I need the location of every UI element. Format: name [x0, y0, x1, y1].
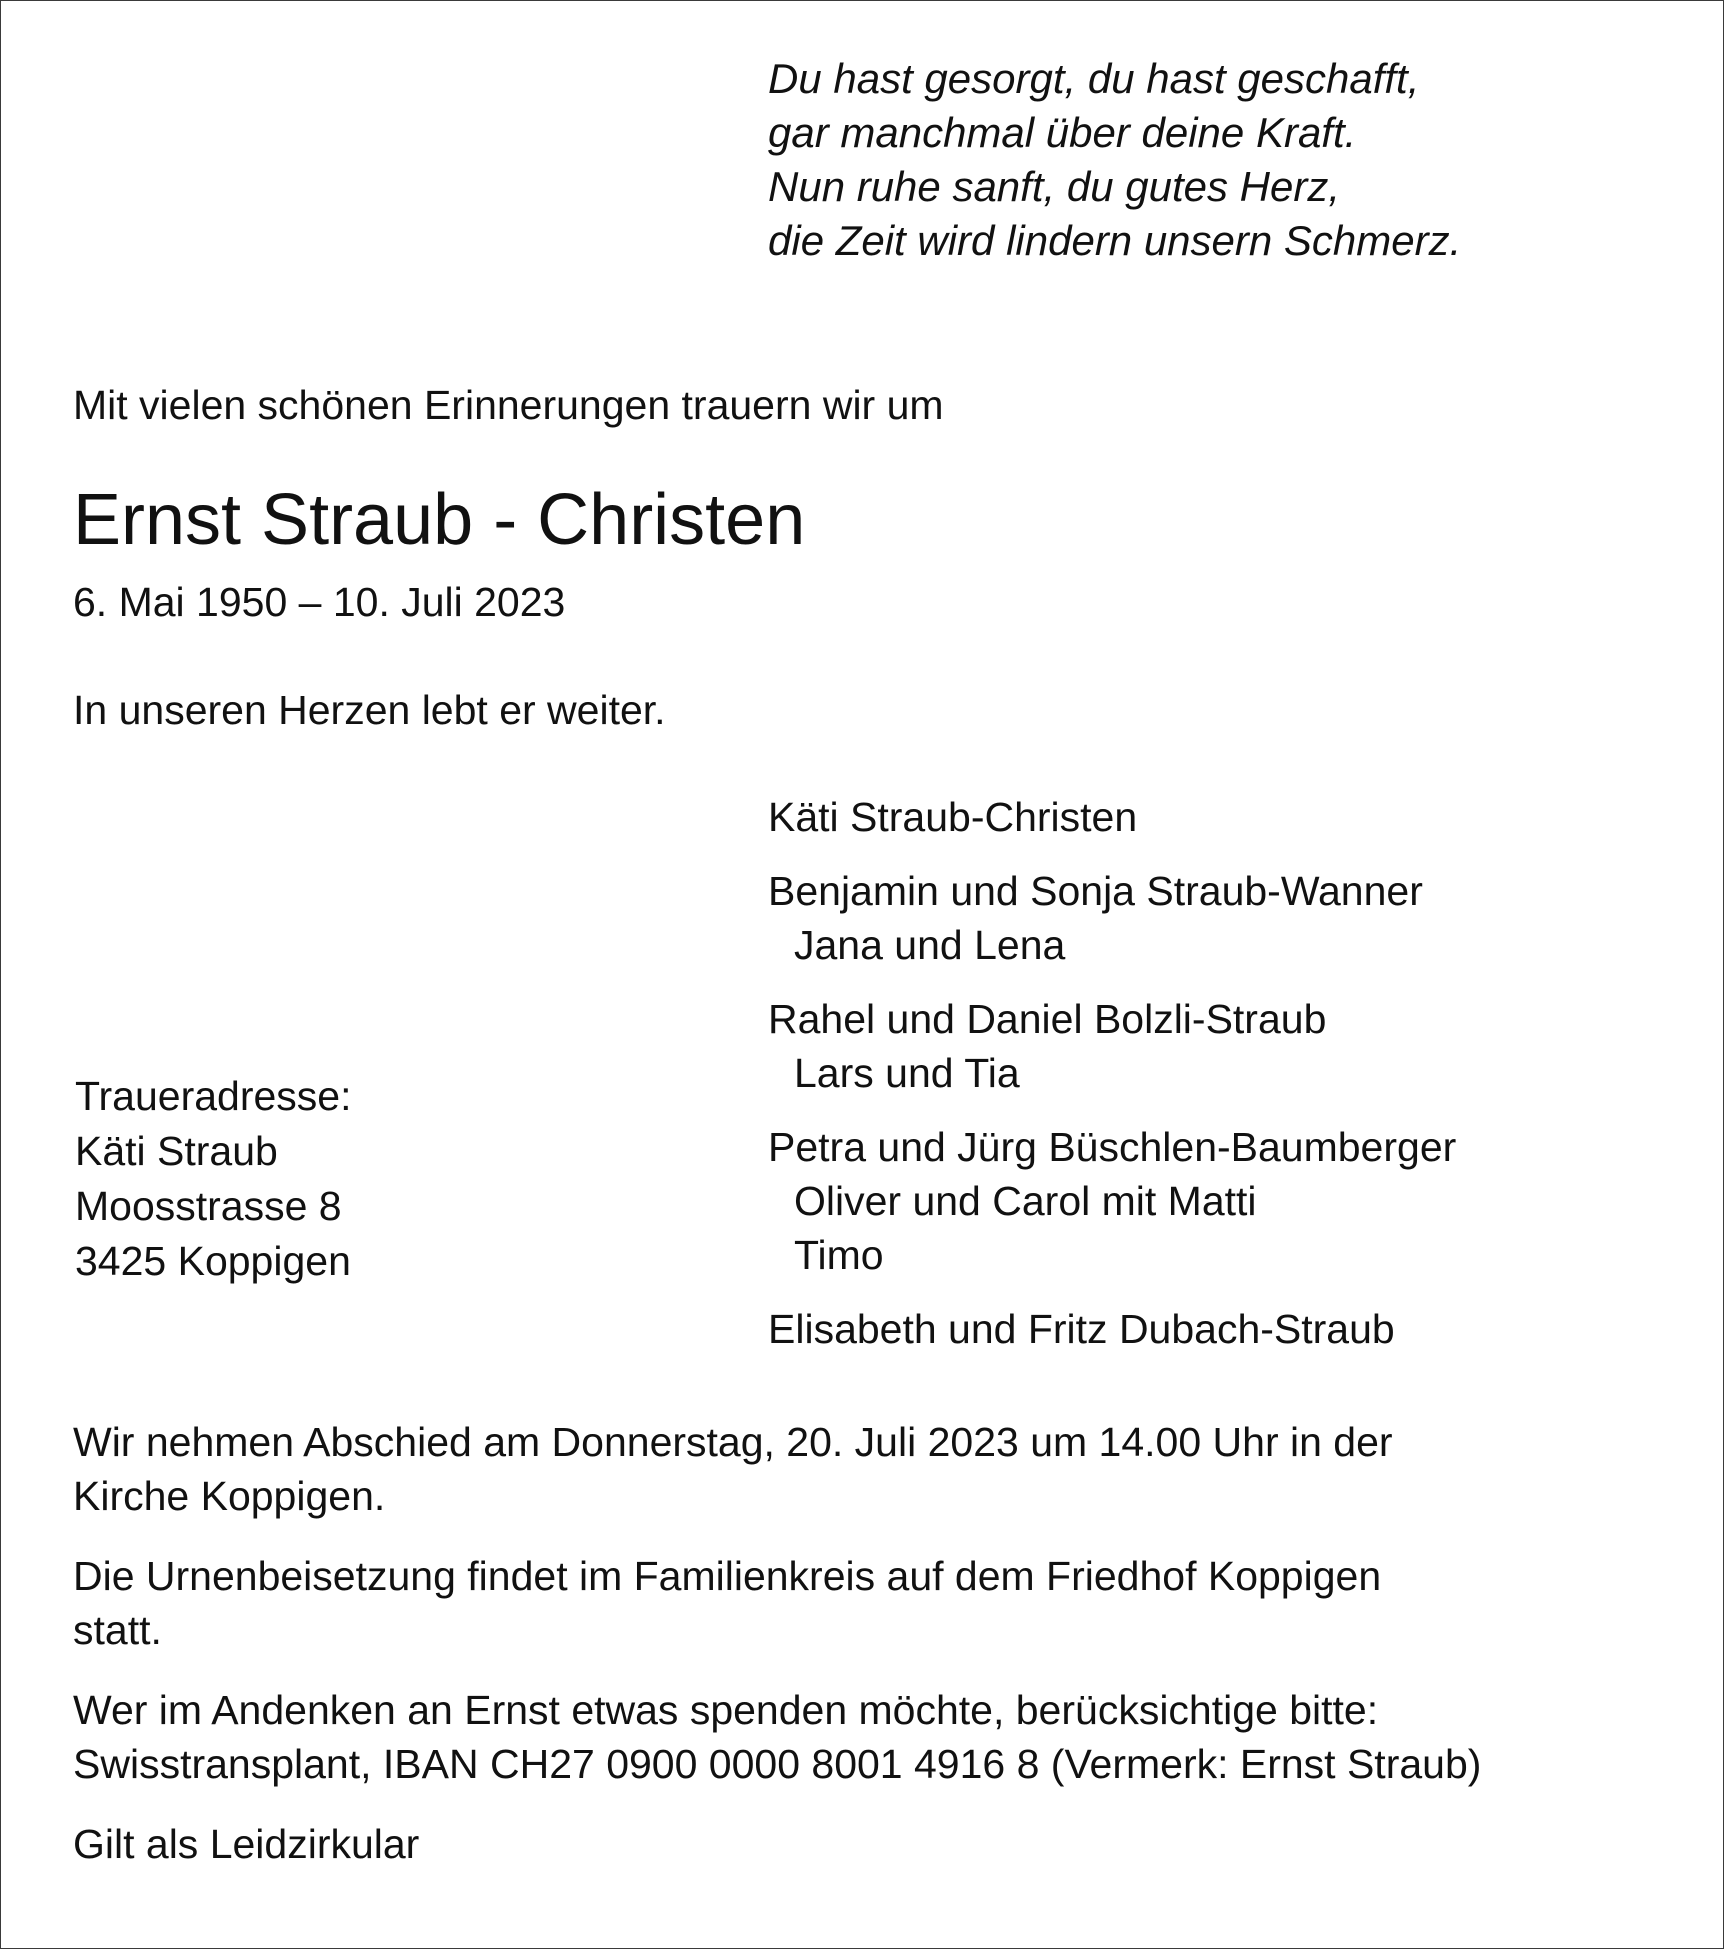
donation-paragraph — [73, 1683, 1673, 1791]
farewell-line: Wir nehmen Abschied am Donnerstag, 20. Juli 2023 um 14.00 Uhr in der — [73, 1419, 1393, 1465]
farewell-line: Kirche Koppigen. — [73, 1473, 386, 1519]
family-sub: Oliver und Carol mit Matti — [794, 1178, 1257, 1224]
family-main: Benjamin und Sonja Straub-Wanner — [768, 868, 1423, 914]
address-street: Moosstrasse 8 — [75, 1183, 342, 1229]
burial-paragraph — [73, 1549, 1673, 1657]
poem — [768, 52, 1461, 268]
family-sub: Jana und Lena — [794, 922, 1066, 968]
deceased-name: Ernst Straub - Christen — [73, 480, 806, 560]
donation-line: Wer im Andenken an Ernst etwas spenden möchte, berücksichtige bitte: — [73, 1687, 1379, 1733]
poem-line: Nun ruhe sanft, du gutes Herz, — [768, 163, 1340, 210]
family-main: Käti Straub-Christen — [768, 794, 1138, 840]
life-dates: 6. Mai 1950 – 10. Juli 2023 — [73, 579, 566, 625]
address-city: 3425 Koppigen — [75, 1238, 351, 1284]
poem-line: Du hast gesorgt, du hast geschafft, — [768, 55, 1420, 102]
family-group — [768, 992, 1456, 1100]
family-group — [768, 864, 1456, 972]
family-main: Rahel und Daniel Bolzli-Straub — [768, 996, 1327, 1042]
address-name: Käti Straub — [75, 1128, 278, 1174]
family-list — [768, 790, 1456, 1376]
family-main: Petra und Jürg Büschlen-Baumberger — [768, 1124, 1457, 1170]
family-group — [768, 790, 1456, 844]
circular-note: Gilt als Leidzirkular — [73, 1821, 420, 1867]
donation-line: Swisstransplant, IBAN CH27 0900 0000 8001 4916 8 (Vermerk: Ernst Straub) — [73, 1741, 1482, 1787]
family-group — [768, 1120, 1456, 1282]
family-main: Elisabeth und Fritz Dubach-Straub — [768, 1306, 1395, 1352]
poem-line: gar manchmal über deine Kraft. — [768, 109, 1357, 156]
family-sub: Timo — [794, 1232, 884, 1278]
heart-line: In unseren Herzen lebt er weiter. — [73, 687, 666, 733]
mourning-address — [75, 1069, 352, 1289]
address-label: Traueradresse: — [75, 1073, 352, 1119]
family-group — [768, 1302, 1456, 1356]
poem-line: die Zeit wird lindern unsern Schmerz. — [768, 217, 1462, 264]
family-sub: Lars und Tia — [794, 1050, 1020, 1096]
farewell-paragraph — [73, 1415, 1673, 1523]
burial-line: Die Urnenbeisetzung findet im Familienkreis auf dem Friedhof Koppigen — [73, 1553, 1382, 1599]
burial-line: statt. — [73, 1607, 162, 1653]
intro-text: Mit vielen schönen Erinnerungen trauern wir um — [73, 382, 944, 428]
closing-section — [73, 1415, 1673, 1897]
